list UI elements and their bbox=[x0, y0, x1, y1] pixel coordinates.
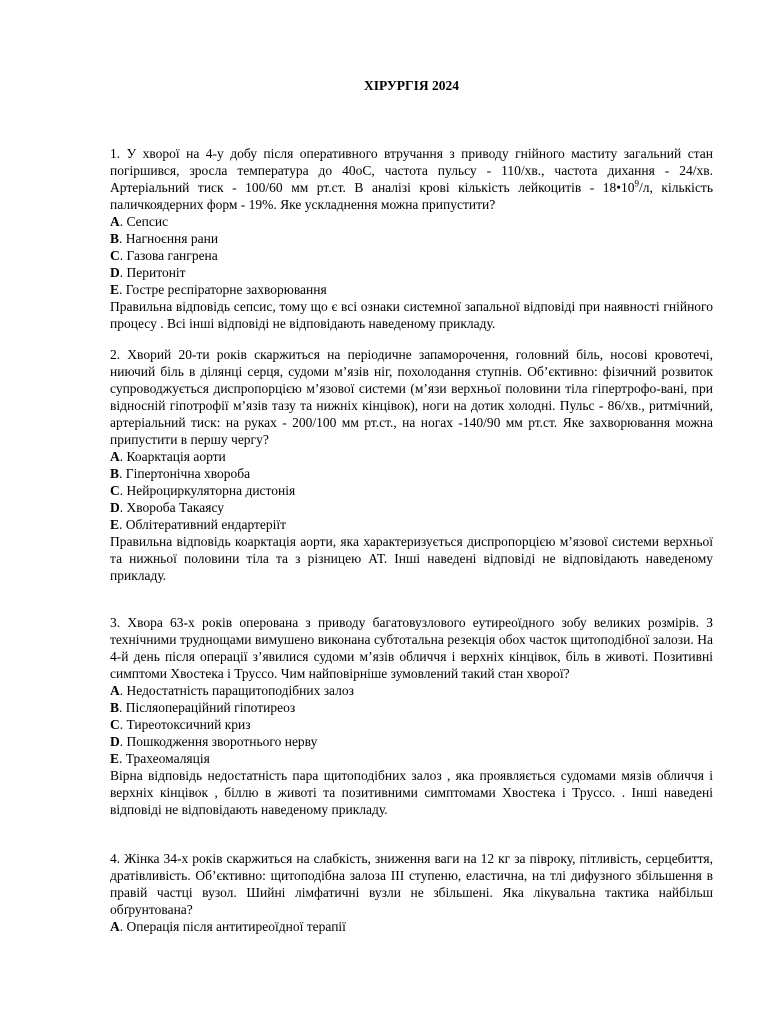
question-3-option-c: C. Тиреотоксичний криз bbox=[110, 717, 251, 732]
question-2-text: 2. Хворий 20-ти років скаржиться на періодичне запаморочення, головний біль, носові кровотечі, ниючий біль в ділянці серця, судоми м’язів ніг, похолодання ступнів. Об’єктивно: фізичний розвиток супроводжується диспропорцією м’язової системи (м’язи верхньої половини тіла гіпертрофо-вані, при відносній гіпотрофії м’язів тазу та нижніх кінцівок), ноги на дотик холодні. Пульс - 86/хв., ритмічний, артеріальний тиск: на руках - 200/100 мм рт.ст., на ногах -140/90 мм рт.ст. Яке захворювання можна припустити в першу чергу? bbox=[110, 347, 713, 447]
question-3 bbox=[110, 614, 713, 818]
question-4 bbox=[110, 850, 713, 935]
question-3-option-d: D. Пошкодження зворотнього нерву bbox=[110, 734, 318, 749]
question-2-option-b: B. Гіпертонічна хвороба bbox=[110, 466, 251, 481]
question-2-option-a: A. Коарктація аорти bbox=[110, 449, 226, 464]
question-1-option-d: D. Перитоніт bbox=[110, 265, 186, 280]
question-1-option-b: B. Нагноєння рани bbox=[110, 231, 219, 246]
question-1-option-e: E. Гостре респіраторне захворювання bbox=[110, 282, 327, 297]
question-2-option-e: E. Облітеративний ендартеріїт bbox=[110, 517, 287, 532]
question-1-option-a: A. Сепсис bbox=[110, 214, 169, 229]
question-4-option-a: A. Операція після антитиреоїдної терапії bbox=[110, 919, 346, 934]
question-3-explanation: Вірна відповідь недостатність пара щитоподібних залоз , яка проявляється судомами мязів обличчя і верхніх кінцівок , біллю в животі та позитивними симптомами Хвостека і Труссо. . Інші наведені відповіді не відповідають наведеному прикладу. bbox=[110, 768, 713, 817]
question-2-option-c: C. Нейроциркуляторна дистонія bbox=[110, 483, 296, 498]
question-3-option-b: B. Післяопераційний гіпотиреоз bbox=[110, 700, 296, 715]
question-1-explanation: Правильна відповідь сепсис, тому що є всі ознаки системної запальної відповіді при наявності гнійного процесу . Всі інші відповіді не відповідають наведеному прикладу. bbox=[110, 299, 713, 331]
question-3-text: 3. Хвора 63-х років оперована з приводу багатовузлового еутиреоїдного зобу великих розмірів. З технічними труднощами вимушено виконана субтотальна резекція обох часток щитоподібної залози. На 4-й день після операції з’явилися судоми м’язів обличчя і верхніх кінцівок, біль в животі. Позитивні симптоми Хвостека і Труссо. Чим найповірніше зумовлений такий стан хворої? bbox=[110, 615, 713, 681]
page-title: ХІРУРГІЯ 2024 bbox=[363, 78, 460, 93]
question-1-option-c: C. Газова гангрена bbox=[110, 248, 218, 263]
question-2-option-d: D. Хвороба Такаясу bbox=[110, 500, 225, 515]
question-3-option-e: E. Трахеомаляція bbox=[110, 751, 210, 766]
question-3-option-a: A. Недостатність паращитоподібних залоз bbox=[110, 683, 354, 698]
question-2-explanation: Правильна відповідь коарктація аорти, яка характеризується диспропорцією м’язової системи верхньої та нижньої половини тіла та з різницею АТ. Інші наведені відповіді не відповідають наведеному прикладу. bbox=[110, 534, 713, 583]
question-1 bbox=[110, 145, 713, 332]
question-1-text: 1. У хворої на 4-у добу після оперативного втручання з приводу гнійного маститу загальний стан погіршився, зросла температура до 40оС, частота пульсу - 110/хв., частота дихання - 24/хв. Артеріальний тиск - 100/60 мм рт.ст. В аналізі крові кількість лейкоцитів - $18•10^9/л$, кількість паличкоядерних форм - 19%. Яке ускладнення можна припустити? bbox=[110, 146, 713, 212]
question-4-text: 4. Жінка 34-х років скаржиться на слабкість, зниження ваги на 12 кг за півроку, пітливість, серцебиття, дратівливість. Об’єктивно: щитоподібна залоза ІІІ ступеню, еластична, на тлі дифузного збільшення в правій частці вузол. Шийні лімфатичні вузли не збільшені. Яка лікувальна тактика найбільш обґрунтована? bbox=[110, 851, 713, 917]
question-2 bbox=[110, 346, 713, 584]
